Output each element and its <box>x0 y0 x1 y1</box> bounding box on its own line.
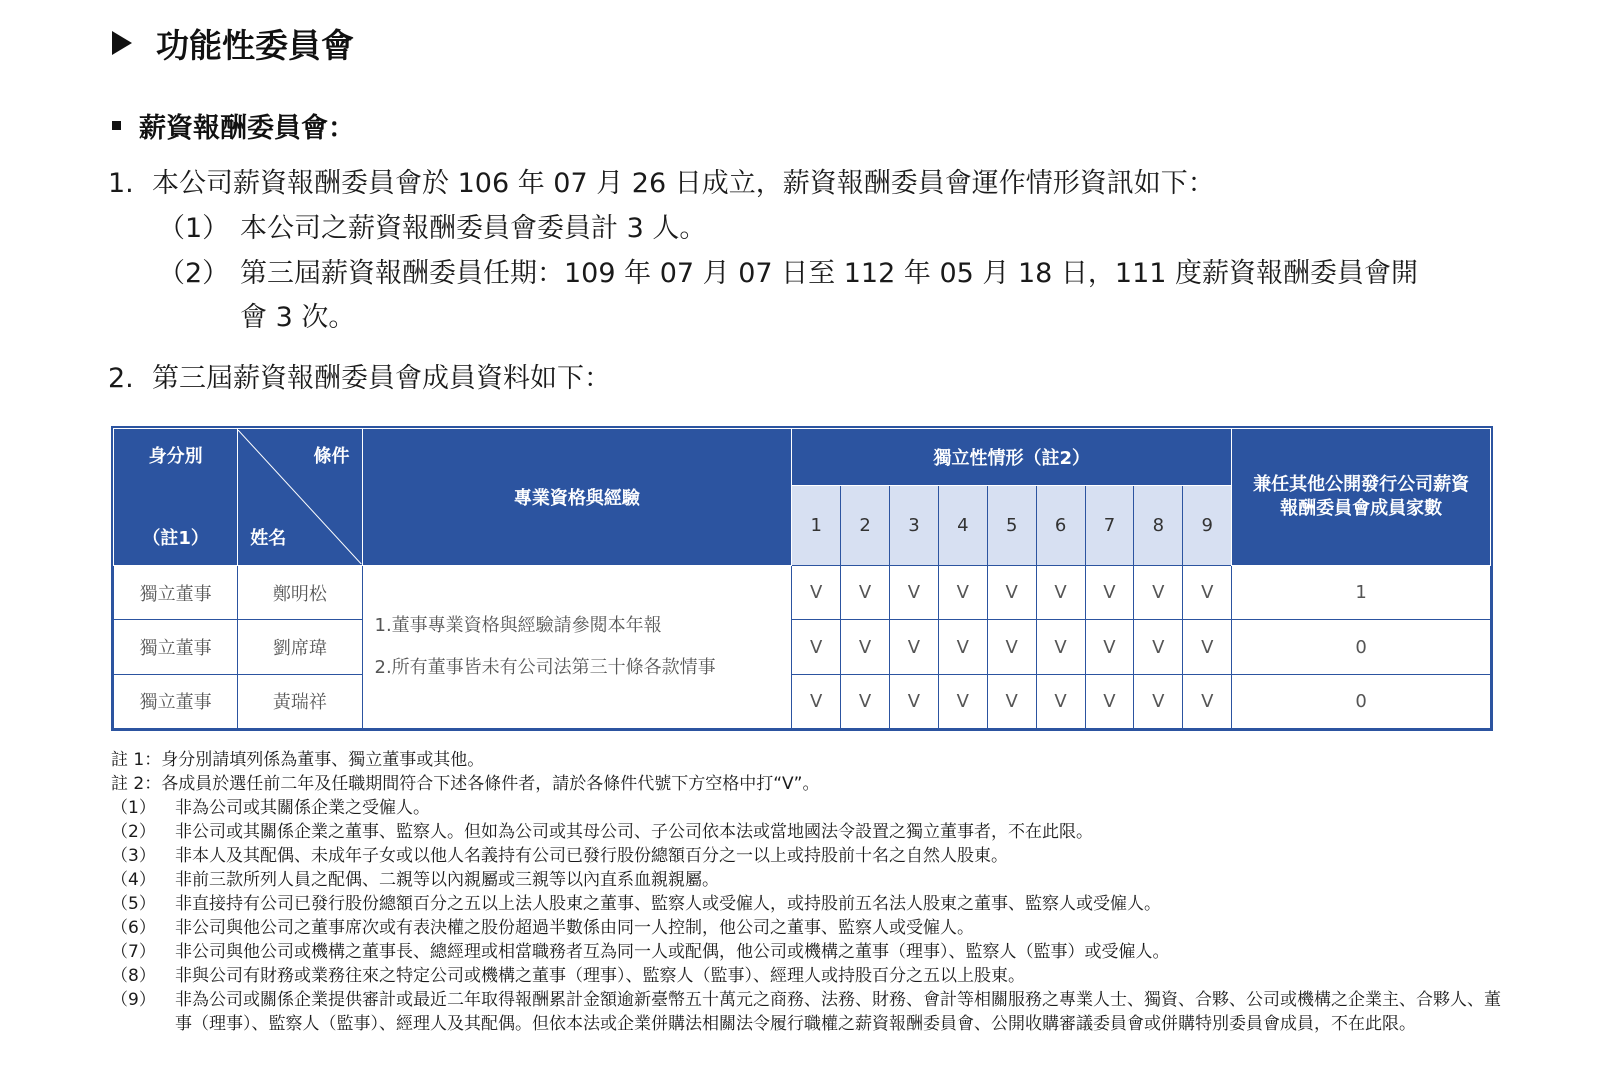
committee-table <box>111 426 1493 731</box>
note-1: 註 1：身分別請填列係為董事、獨立董事或其他。 <box>111 750 485 770</box>
header-name: 姓名 <box>250 528 287 550</box>
condition-note-number: （2） <box>111 822 156 842</box>
condition-note-number: （4） <box>111 870 156 890</box>
check-mark-cell: V <box>792 674 841 728</box>
sub-heading <box>112 104 355 146</box>
notes-section <box>111 748 1501 1036</box>
check-mark-cell: V <box>792 566 841 620</box>
header-identity-label: 身分別 <box>148 446 203 468</box>
item1-line <box>108 164 1215 204</box>
item1-sub1-line <box>158 209 706 249</box>
check-mark-cell: V <box>841 674 890 728</box>
condition-note-number: （7） <box>111 942 156 962</box>
condition-note-number: （9） <box>111 990 156 1010</box>
condition-note-item <box>111 940 1501 964</box>
condition-note-text: 非前三款所列人員之配偶、二親等以內親屬或三親等以內直系血親親屬。 <box>175 870 719 890</box>
committee-table-grid <box>113 428 1491 729</box>
check-mark-cell: V <box>841 566 890 620</box>
header-other-companies: 兼任其他公開發行公司薪資報酬委員會成員家數 <box>1232 429 1491 566</box>
check-mark-cell: V <box>1085 620 1134 674</box>
item1-sub1-number: （1） <box>158 213 230 244</box>
condition-header-6: 6 <box>1036 486 1085 566</box>
square-bullet-icon <box>112 121 121 130</box>
item1-text: 本公司薪資報酬委員會於 106 年 07 月 26 日成立，薪資報酬委員會運作情形資訊如下： <box>152 168 1215 199</box>
other-company-count-cell: 0 <box>1232 674 1491 728</box>
identity-cell: 獨立董事 <box>114 566 238 620</box>
section-heading <box>112 18 354 68</box>
condition-header-9: 9 <box>1183 486 1232 566</box>
condition-note-text: 非為公司或其關係企業之受僱人。 <box>175 798 430 818</box>
item1-sub2-number: （2） <box>158 258 230 289</box>
item1-sub2-text: 第三屆薪資報酬委員任期：109 年 07 月 07 日至 112 年 05 月 18 日，111 度薪資報酬委員會開 <box>240 258 1419 289</box>
name-cell: 鄭明松 <box>238 566 362 620</box>
check-mark-cell: V <box>792 620 841 674</box>
header-identity <box>114 429 238 566</box>
condition-note-item <box>111 820 1501 844</box>
triangle-bullet-icon <box>112 31 132 55</box>
condition-header-7: 7 <box>1085 486 1134 566</box>
check-mark-cell: V <box>987 620 1036 674</box>
table-row <box>114 620 1491 674</box>
table-body <box>114 566 1491 729</box>
condition-note-text: 非公司與他公司之董事席次或有表決權之股份超過半數係由同一人控制，他公司之董事、監察人或受僱人。 <box>175 918 974 938</box>
condition-note-item <box>111 916 1501 940</box>
check-mark-cell: V <box>841 620 890 674</box>
condition-note-number: （3） <box>111 846 156 866</box>
condition-note-text: 非公司與他公司或機構之董事長、總經理或相當職務者互為同一人或配偶，他公司或機構之董事（理事）、監察人（監事）或受僱人。 <box>175 942 1170 962</box>
check-mark-cell: V <box>1183 674 1232 728</box>
check-mark-cell: V <box>1085 674 1134 728</box>
other-company-count-cell: 0 <box>1232 620 1491 674</box>
identity-cell: 獨立董事 <box>114 620 238 674</box>
item1-sub1-text: 本公司之薪資報酬委員會委員計 3 人。 <box>240 213 707 244</box>
header-condition-name <box>238 429 362 566</box>
check-mark-cell: V <box>890 620 939 674</box>
check-mark-cell: V <box>987 566 1036 620</box>
name-cell: 黃瑞祥 <box>238 674 362 728</box>
item1-sub2-line <box>158 254 1418 294</box>
check-mark-cell: V <box>1085 566 1134 620</box>
table-row <box>114 674 1491 728</box>
condition-list <box>111 796 1501 1036</box>
section-heading-text: 功能性委員會 <box>156 25 354 65</box>
header-condition: 條件 <box>313 446 350 468</box>
condition-note-item <box>111 844 1501 868</box>
condition-header-5: 5 <box>987 486 1036 566</box>
check-mark-cell: V <box>1134 674 1183 728</box>
check-mark-cell: V <box>1183 566 1232 620</box>
condition-note-item <box>111 868 1501 892</box>
check-mark-cell: V <box>890 566 939 620</box>
check-mark-cell: V <box>938 566 987 620</box>
check-mark-cell: V <box>1036 566 1085 620</box>
experience-cell <box>362 566 792 729</box>
check-mark-cell: V <box>1134 620 1183 674</box>
item2-text: 第三屆薪資報酬委員會成員資料如下： <box>152 363 611 394</box>
check-mark-cell: V <box>938 674 987 728</box>
item2-number: 2. <box>108 363 134 394</box>
experience-line-2: 2.所有董事皆未有公司法第三十條各款情事 <box>374 657 716 679</box>
check-mark-cell: V <box>1036 674 1085 728</box>
check-mark-cell: V <box>890 674 939 728</box>
item2-line <box>108 359 611 399</box>
condition-header-3: 3 <box>890 486 939 566</box>
check-mark-cell: V <box>987 674 1036 728</box>
condition-header-1: 1 <box>792 486 841 566</box>
sub-heading-text: 薪資報酬委員會： <box>139 112 355 144</box>
note-2: 註 2：各成員於選任前二年及任職期間符合下述各條件者，請於各條件代號下方空格中打“V”。 <box>111 774 820 794</box>
item1-sub2-line2 <box>240 298 355 338</box>
condition-note-number: （5） <box>111 894 156 914</box>
header-identity-note: （註1） <box>142 528 209 550</box>
item1-number: 1. <box>108 168 134 199</box>
condition-note-number: （6） <box>111 918 156 938</box>
condition-header-4: 4 <box>938 486 987 566</box>
condition-note-text: 非為公司或關係企業提供審計或最近二年取得報酬累計金額逾新臺幣五十萬元之商務、法務、財務、會計等相關服務之專業人士、獨資、合夥、公司或機構之企業主、合夥人、董事（理事）、監察人（監事）、經理人及其配偶。但依本法或企業併購法相關法令履行職權之薪資報酬委員會、公開收購審議委員會或併購特別委員會成員，不在此限。 <box>175 990 1501 1034</box>
condition-note-item <box>111 796 1501 820</box>
condition-header-8: 8 <box>1134 486 1183 566</box>
item1-sub2-text-cont: 會 3 次。 <box>240 302 356 333</box>
header-independence: 獨立性情形（註2） <box>792 429 1232 486</box>
condition-note-number: （1） <box>111 798 156 818</box>
check-mark-cell: V <box>1036 620 1085 674</box>
condition-note-item <box>111 892 1501 916</box>
experience-line-1: 1.董事專業資格與經驗請參閱本年報 <box>374 615 662 637</box>
check-mark-cell: V <box>938 620 987 674</box>
condition-note-text: 非直接持有公司已發行股份總額百分之五以上法人股東之董事、監察人或受僱人，或持股前五名法人股東之董事、監察人或受僱人。 <box>175 894 1161 914</box>
condition-note-item <box>111 988 1501 1036</box>
header-experience: 專業資格與經驗 <box>362 429 792 566</box>
condition-note-text: 非公司或其關係企業之董事、監察人。但如為公司或其母公司、子公司依本法或當地國法令設置之獨立董事者，不在此限。 <box>175 822 1093 842</box>
condition-note-text: 非與公司有財務或業務往來之特定公司或機構之董事（理事）、監察人（監事）、經理人或持股百分之五以上股東。 <box>175 966 1025 986</box>
condition-note-item <box>111 964 1501 988</box>
other-company-count-cell: 1 <box>1232 566 1491 620</box>
condition-note-number: （8） <box>111 966 156 986</box>
identity-cell: 獨立董事 <box>114 674 238 728</box>
check-mark-cell: V <box>1183 620 1232 674</box>
condition-note-text: 非本人及其配偶、未成年子女或以他人名義持有公司已發行股份總額百分之一以上或持股前十名之自然人股東。 <box>175 846 1008 866</box>
check-mark-cell: V <box>1134 566 1183 620</box>
table-row <box>114 566 1491 620</box>
name-cell: 劉席瑋 <box>238 620 362 674</box>
condition-header-2: 2 <box>841 486 890 566</box>
